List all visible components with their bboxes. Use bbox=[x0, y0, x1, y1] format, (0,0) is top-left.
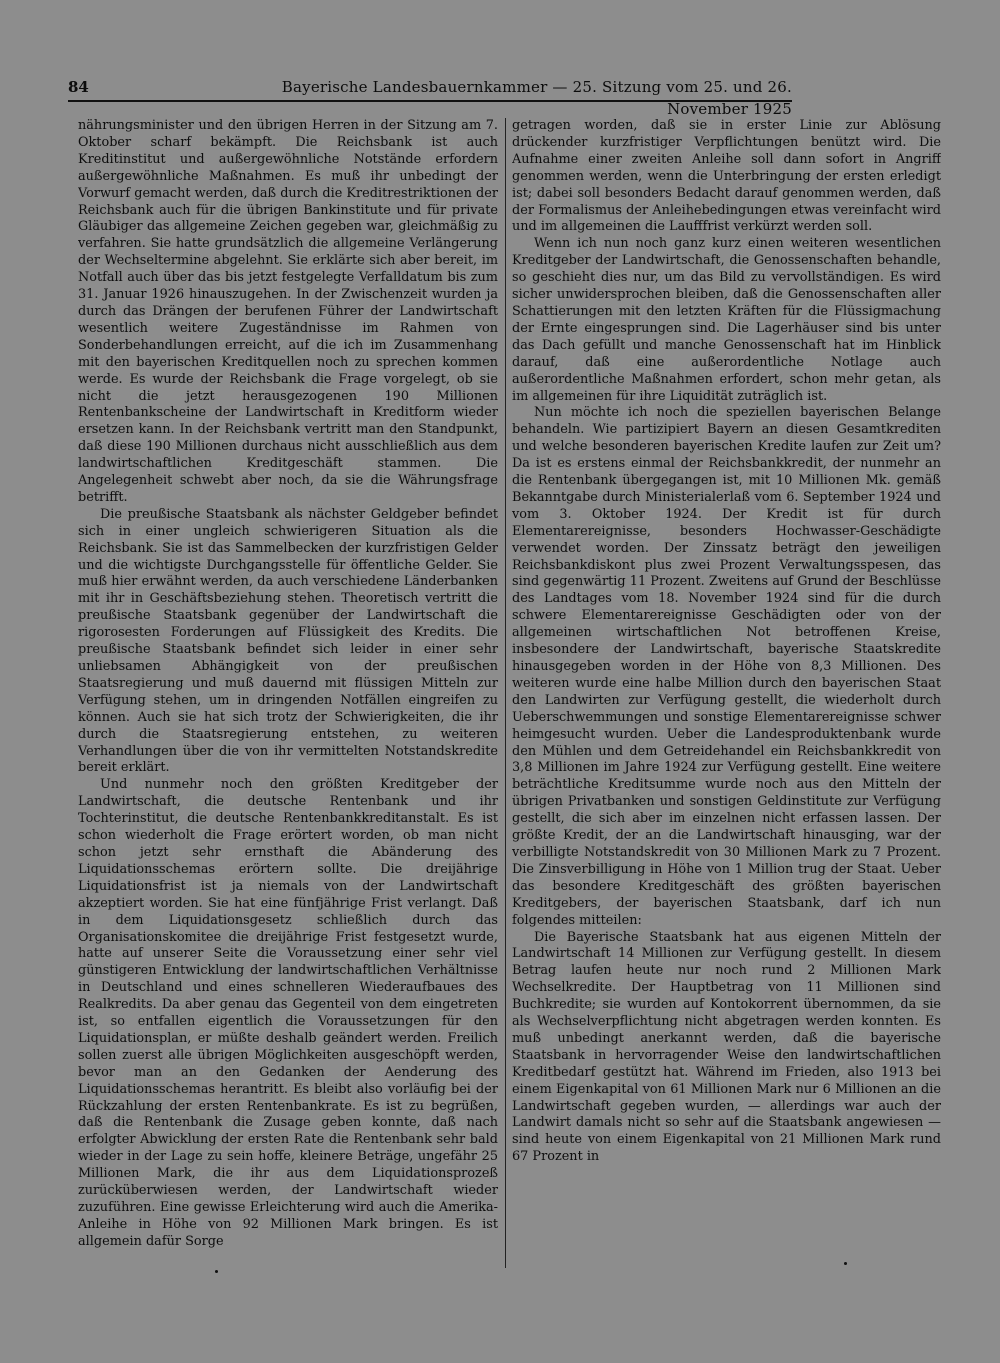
paragraph: Und nunmehr noch den größten Kreditgeber der Landwirtschaft, die deutsche Rentenbank und ihr Tochterinstitut, die deutsche Rentenbankkreditanstalt. Es ist schon wiederholt die Frage erörtert worden, ob man nicht schon jetzt sehr ernsthaft die Abänderung des Liquidationsschemas erörtern sollte. Die dreijährige Liquidationsfrist ist ja niemals von der Landwirtschaft akzeptiert worden. Sie hat eine fünfjährige Frist verlangt. Daß in dem Liquidationsgesetz schließlich durch das Organisationskomitee die dreijährige Frist festgesetzt wurde, hatte auf unserer Seite die Voraussetzung einer sehr viel günstigeren Entwicklung der landwirtschaftlichen Verhältnisse in Deutschland und eines schnelleren Wiederaufbaues des Realkredits. Da aber genau das Gegenteil von dem eingetreten ist, so entfallen eigentlich die Voraussetzungen für den Liquidationsplan, er müßte deshalb geändert werden. Freilich sollen zuerst alle übrigen Möglichkeiten ausgeschöpft werden, bevor man an den Gedanken der Aenderung des Liquidationsschemas herantritt. Es bleibt also vorläufig bei der Rückzahlung der ersten Rentenbankrate. Es ist zu begrüßen, daß die Rentenbank die Zusage geben konnte, daß nach erfolgter Abwicklung der ersten Rate die Rentenbank sehr bald wieder in der Lage zu sein hoffe, kleinere Beträge, ungefähr 25 Millionen Mark, die ihr aus dem Liquidationsprozeß zurücküberwiesen werden, der Landwirtschaft wieder zuzuführen. Eine gewisse Erleichterung wird auch die Amerika-Anleihe in Höhe von 92 Millionen Mark bringen. Es ist allgemein dafür Sorge bbox=[78, 777, 498, 1249]
quoted-paragraph: Die Bayerische Staatsbank hat aus eigenen Mitteln der Landwirtschaft 14 Millionen zur Verfügung gestellt. In diesem Betrag laufen heute nur noch rund 2 Millionen Mark Wechselkredite. Der Hauptbetrag von 11 Millionen sind Buchkredite; sie wurden auf Kontokorrent übernommen, da sie als Wechselverpflichtung nicht abgetragen werden konnten. Es muß unbedingt anerkannt werden, daß die bayerische Staatsbank in hervorragender Weise den landwirtschaftlichen Kreditbedarf gestützt hat. Während im Frieden, also 1913 bei einem Eigenkapital von 61 Millionen Mark nur 6 Millionen an die Landwirtschaft gegeben wurden, — allerdings war auch der Landwirt damals nicht so sehr auf die Staatsbank angewiesen — sind heute von einem Eigenkapital von 21 Millionen Mark rund 67 Prozent in bbox=[512, 929, 941, 1165]
print-speck bbox=[215, 1270, 218, 1273]
right-column bbox=[512, 118, 941, 1268]
paragraph: getragen worden, daß sie in erster Linie zur Ablösung drückender kurzfristiger Verpflichtungen benützt wird. Die Aufnahme einer zweiten Anleihe soll dann sofort in Angriff genommen werden, wenn die Unterbringung der ersten erledigt ist; dabei soll besonders Bedacht darauf genommen werden, daß der Formalismus der Anleihebedingungen etwas vereinfacht wird und im allgemeinen die Laufffrist verkürzt werden soll. bbox=[512, 118, 941, 235]
page-header bbox=[68, 76, 792, 118]
header-rule bbox=[68, 100, 792, 102]
column-divider bbox=[505, 118, 506, 1268]
running-head: Bayerische Landesbauernkammer — 25. Sitzung vom 25. und 26. November 1925 bbox=[281, 78, 792, 118]
paragraph: Die preußische Staatsbank als nächster Geldgeber befindet sich in einer ungleich schwierigeren Situation als die Reichsbank. Sie ist das Sammelbecken der kurzfristigen Gelder und die wichtigste Durchgangsstelle für öffentliche Gelder. Sie muß hier erwähnt werden, da auch verschiedene Länderbanken mit ihr in Geschäftsbeziehung stehen. Theoretisch vertritt die preußische Staatsbank gegenüber der Landwirtschaft die rigorosesten Forderungen auf Flüssigkeit des Kredits. Die preußische Staatsbank befindet sich leider in einer sehr unliebsamen Abhängigkeit von der preußischen Staatsregierung und muß dauernd mit flüssigen Mitteln zur Verfügung stehen, um in dringenden Notfällen eingreifen zu können. Auch sie hat sich trotz der Schwierigkeiten, die ihr durch die Staatsregierung entstehen, zu weiteren Verhandlungen über die von ihr vermittelten Notstandskredite bereit erklärt. bbox=[78, 506, 498, 776]
paragraph: Nun möchte ich noch die speziellen bayerischen Belange behandeln. Wie partizipiert Bayern an diesen Gesamtkrediten und welche besonderen bayerischen Kredite laufen zur Zeit um? Da ist es erstens einmal der Reichsbankkredit, der nunmehr an die Rentenbank übergegangen ist, mit 10 Millionen Mk. gemäß Bekanntgabe durch Ministerialerlaß vom 6. September 1924 und vom 3. Oktober 1924. Der Kredit ist für durch Elementarereignisse, besonders Hochwasser-Geschädigte verwendet worden. Der Zinssatz beträgt den jeweiligen Reichsbankdiskont plus zwei Prozent Verwaltungsspesen, das sind gegenwärtig 11 Prozent. Zweitens auf Grund der Beschlüsse des Landtages vom 18. November 1924 sind für die durch schwere Elementarereignisse Geschädigten oder von der allgemeinen wirtschaftlichen Not betroffenen Kreise, insbesondere der Landwirtschaft, bayerische Staatskredite hinausgegeben worden in der Höhe von 8,3 Millionen. Des weiteren wurde eine halbe Million durch den bayerischen Staat den Landwirten zur Verfügung gestellt, die wiederholt durch Ueberschwemmungen und sonstige Elementarereignisse schwer heimgesucht wurden. Ueber die Landesproduktenbank wurde den Mühlen und dem Getreidehandel ein Reichsbankkredit von 3,8 Millionen im Jahre 1924 zur Verfügung gestellt. Eine weitere beträchtliche Kreditsumme wurde noch aus den Mitteln der übrigen Privatbanken und sonstigen Geldinstitute zur Verfügung gestellt, die sich aber im einzelnen nicht erfassen lassen. Der größte Kredit, der an die Landwirtschaft hinausging, war der verbilligte Notstandskredit von 30 Millionen Mark zu 7 Prozent. Die Zinsverbilligung in Höhe von 1 Million trug der Staat. Ueber das besondere Kreditgeschäft des größten bayerischen Kreditgebers, der bayerischen Staatsbank, darf ich nun folgendes mitteilen: bbox=[512, 405, 941, 928]
left-column bbox=[78, 118, 498, 1268]
print-speck bbox=[844, 1262, 847, 1265]
paragraph: nährungsminister und den übrigen Herren in der Sitzung am 7. Oktober scharf bekämpft. Die Reichsbank ist auch Kreditinstitut und außergewöhnliche Notstände erfordern außergewöhnliche Maßnahmen. Es muß ihr unbedingt der Vorwurf gemacht werden, daß durch die Kreditrestriktionen der Reichsbank auch für die übrigen Bankinstitute und für private Gläubiger das allgemeine Zeichen gegeben war, gleichmäßig zu verfahren. Sie hatte grundsätzlich die allgemeine Verlängerung der Wechseltermine abgelehnt. Sie erklärte sich aber bereit, im Notfall auch über das bis jetzt festgelegte Verfalldatum bis zum 31. Januar 1926 hinauszugehen. In der Zwischenzeit wurden ja durch das Drängen der berufenen Führer der Landwirtschaft wesentlich weitere Zugeständnisse im Rahmen von Sonderbehandlungen erreicht, auf die ich im Zusammenhang mit den bayerischen Kreditquellen noch zu sprechen kommen werde. Es wurde der Reichsbank die Frage vorgelegt, ob sie nicht die jetzt herausgezogenen 190 Millionen Rentenbankscheine der Landwirtschaft in Kreditform wieder ersetzen kann. In der Reichsbank vertritt man den Standpunkt, daß diese 190 Millionen durchaus nicht ausschließlich aus dem landwirtschaftlichen Kreditgeschäft stammen. Die Angelegenheit schwebt aber noch, da sie die Währungsfrage betrifft. bbox=[78, 118, 498, 505]
page-number: 84 bbox=[68, 78, 89, 96]
paragraph: Wenn ich nun noch ganz kurz einen weiteren wesentlichen Kreditgeber der Landwirtschaft, die Genossenschaften behandle, so geschieht dies nur, um das Bild zu vervollständigen. Es wird sicher unwidersprochen bleiben, daß die Genossenschaften aller Schattierungen mit den letzten Kräften für die Flüssigmachung der Ernte eingesprungen sind. Die Lagerhäuser sind bis unter das Dach gefüllt und manche Genossenschaft hat im Hinblick darauf, daß eine außerordentliche Notlage auch außerordentliche Maßnahmen erfordert, schon mehr getan, als im allgemeinen für ihre Liquidität zuträglich ist. bbox=[512, 236, 941, 404]
